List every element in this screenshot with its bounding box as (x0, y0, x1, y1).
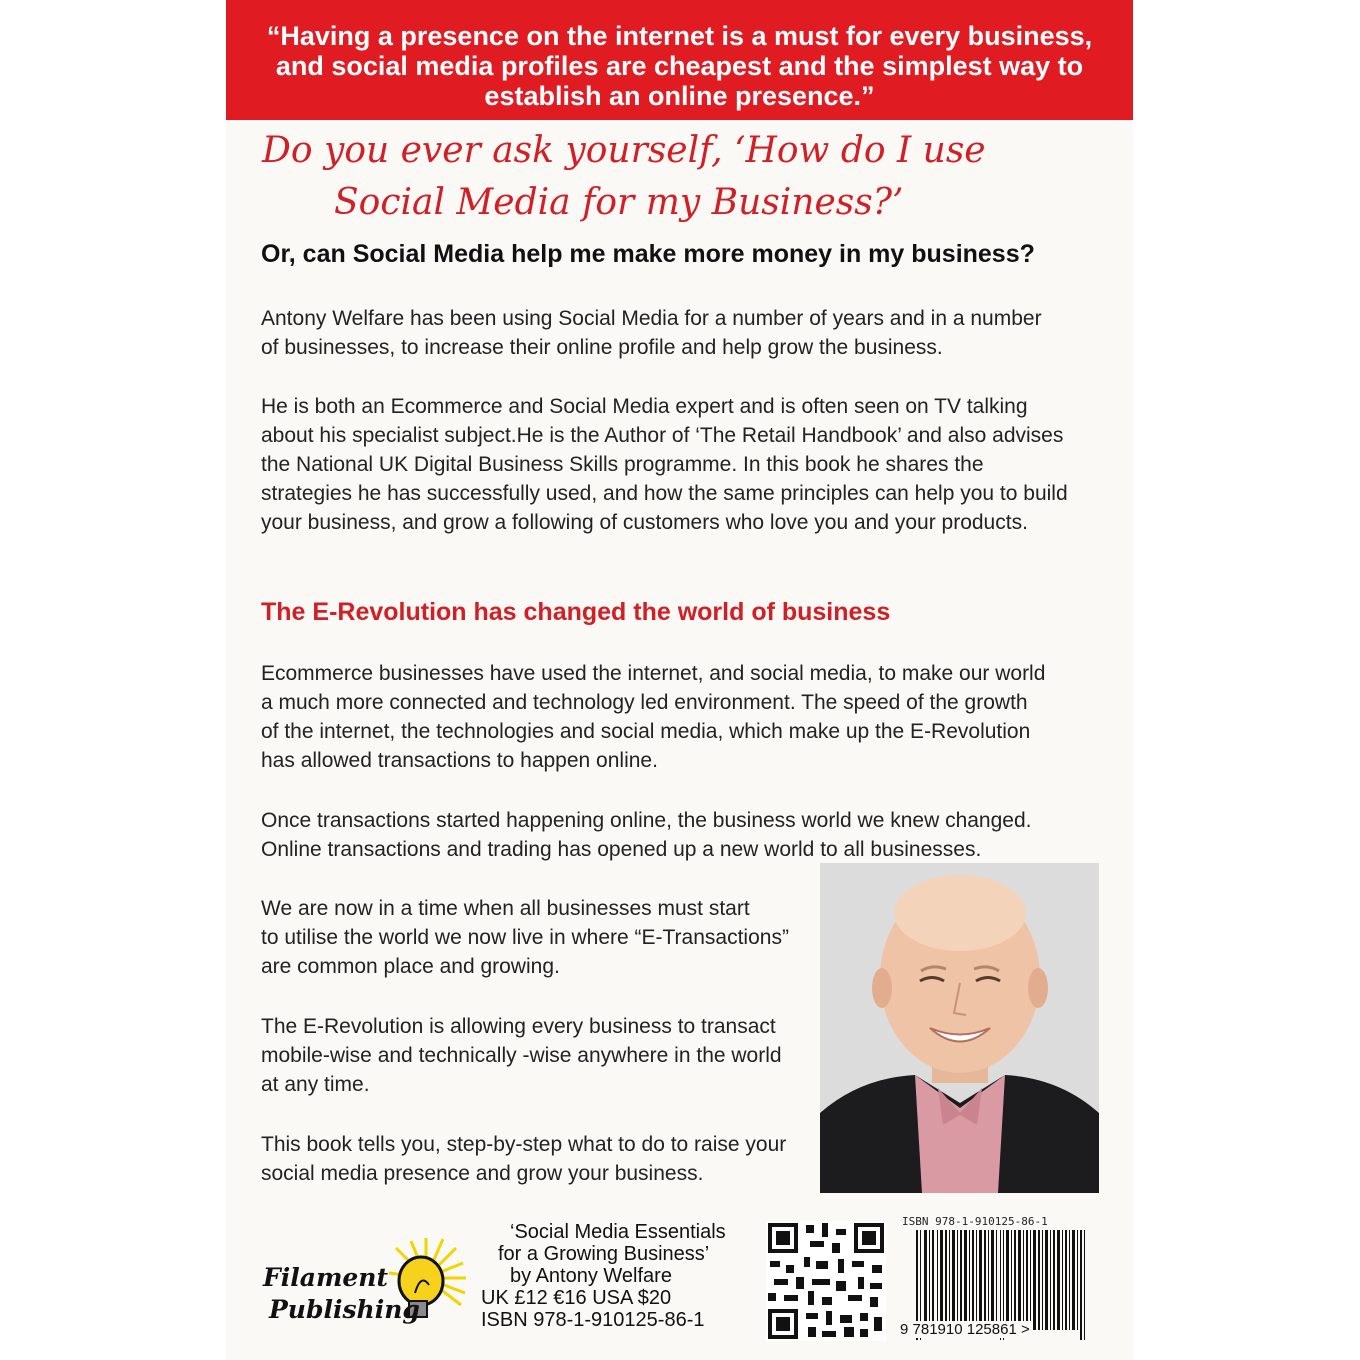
barcode-isbn: ISBN 978-1-910125-86-1 (902, 1215, 1048, 1228)
barcode-digits: 9 781910 125861 > (900, 1321, 1030, 1338)
quote-banner (226, 0, 1133, 120)
text-line: He is both an Ecommerce and Social Media expert and is often seen on TV talking (261, 395, 1028, 418)
back-cover (226, 0, 1133, 1360)
author-photo (820, 863, 1099, 1193)
paragraph-5 (261, 1130, 786, 1188)
logo-line-1: Filament (263, 1263, 389, 1292)
text-line: mobile-wise and technically -wise anywhere in the world (261, 1044, 782, 1067)
text-line: are common place and growing. (261, 955, 560, 978)
text-line: at any time. (261, 1073, 370, 1096)
section-heading: The E-Revolution has changed the world of business (261, 598, 891, 626)
logo-line-2: Publishing (269, 1295, 420, 1324)
bottom-strip (226, 1205, 1133, 1360)
book-info (481, 1221, 726, 1331)
text-line: Antony Welfare has been using Social Media for a number of years and in a number (261, 307, 1042, 330)
book-isbn: ISBN 978-1-910125-86-1 (481, 1309, 705, 1331)
text-line: a much more connected and technology led environment. The speed of the growth (261, 691, 1028, 714)
text-line: to utilise the world we now live in where “E-Transactions” (261, 926, 789, 949)
text-line: social media presence and grow your business. (261, 1162, 704, 1185)
subheading: Or, can Social Media help me make more money in my business? (261, 240, 1035, 268)
book-title-line-1: ‘Social Media Essentials (510, 1221, 726, 1243)
text-line: We are now in a time when all businesses must start (261, 897, 750, 920)
qr-code (766, 1221, 886, 1341)
text-line: has allowed transactions to happen online. (261, 749, 658, 772)
text-line: your business, and grow a following of customers who love you and your products. (261, 511, 1028, 534)
text-line: Once transactions started happening online, the business world we knew changed. (261, 809, 1032, 832)
text-line: of the internet, the technologies and social media, which make up the E-Revolution (261, 720, 1031, 743)
text-line: strategies he has successfully used, and how the same principles can help you to build (261, 482, 1068, 505)
paragraph-3 (261, 894, 789, 981)
book-author: by Antony Welfare (510, 1265, 672, 1287)
quote-line-3: establish an online presence.” (484, 81, 875, 111)
quote-line-2: and social media profiles are cheapest and the simplest way to (275, 51, 1084, 81)
question-line-2: Social Media for my Business?’ (334, 182, 904, 223)
bio-paragraph (261, 392, 1068, 537)
paragraph-2 (261, 806, 1031, 864)
paragraph-4 (261, 1012, 782, 1099)
text-line: about his specialist subject.He is the Author of ‘The Retail Handbook’ and also advises (261, 424, 1064, 447)
quote-line-1: “Having a presence on the internet is a must for every business, (266, 21, 1093, 51)
book-title-line-2: for a Growing Business’ (498, 1243, 710, 1265)
filament-publishing-logo (261, 1233, 471, 1353)
lightbulb-icon (261, 1233, 471, 1353)
book-prices: UK £12 €16 USA $20 (481, 1287, 672, 1309)
text-line: Online transactions and trading has opened up a new world to all businesses. (261, 838, 982, 861)
text-line: Ecommerce businesses have used the internet, and social media, to make our world (261, 662, 1046, 685)
intro-paragraph (261, 304, 1042, 362)
text-line: This book tells you, step-by-step what to do to raise your (261, 1133, 787, 1156)
question-line-1: Do you ever ask yourself, ‘How do I use (262, 130, 986, 171)
paragraph-1 (261, 659, 1045, 775)
text-line: of businesses, to increase their online profile and help grow the business. (261, 336, 943, 359)
text-line: The E-Revolution is allowing every business to transact (261, 1015, 776, 1038)
text-line: the National UK Digital Business Skills programme. In this book he shares the (261, 453, 984, 476)
